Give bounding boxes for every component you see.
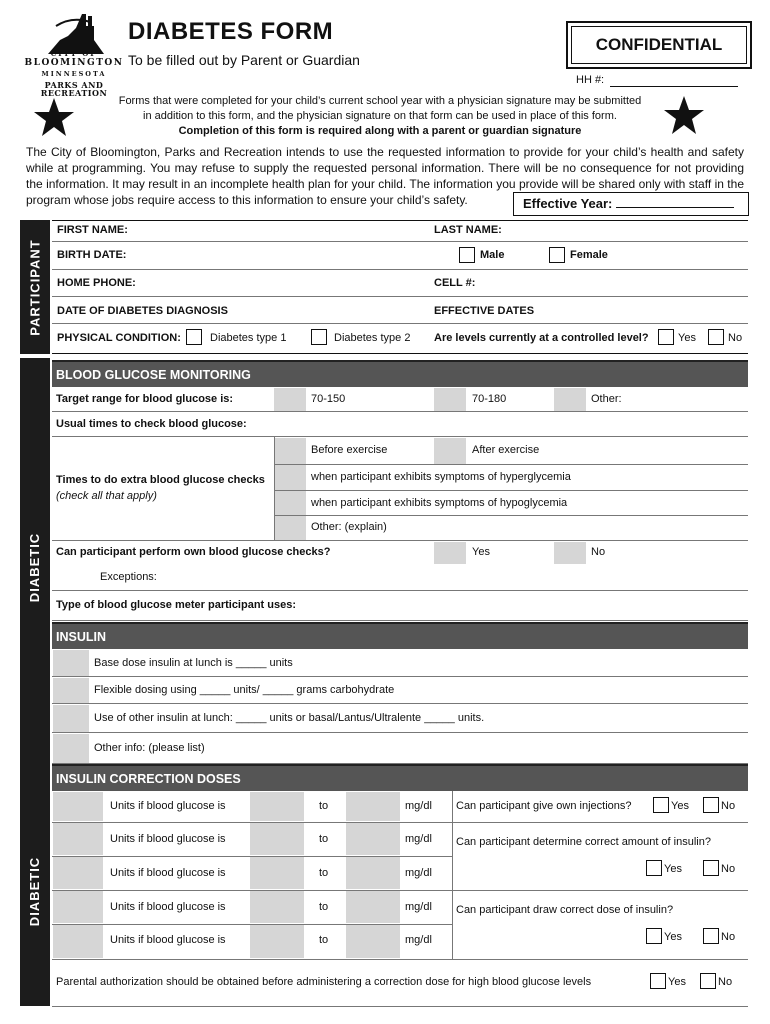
determine-no-checkbox[interactable]: [703, 860, 719, 876]
draw-yes-checkbox[interactable]: [646, 928, 662, 944]
confidential-box: CONFIDENTIAL: [566, 21, 752, 69]
divider: [52, 890, 748, 891]
hh-label: HH #:: [576, 74, 605, 86]
draw-yes-label: Yes: [664, 931, 682, 943]
other-explain-label: Other: (explain): [311, 521, 387, 533]
controlled-yes-checkbox[interactable]: [658, 329, 674, 345]
range2-label: 70-180: [472, 393, 507, 405]
diabetic-sidebar: [20, 358, 50, 776]
physical-condition-label: PHYSICAL CONDITION:: [57, 332, 181, 344]
first-name-row: [52, 220, 748, 242]
own-injections-no-label: No: [721, 800, 736, 812]
base-dose-label: Base dose insulin at lunch is _____ units: [94, 657, 293, 669]
range-other-label: Other:: [591, 393, 622, 405]
range1-label: 70-150: [311, 393, 346, 405]
first-name-label: FIRST NAME:: [57, 224, 128, 236]
female-checkbox[interactable]: [549, 247, 565, 263]
parental-yes-checkbox[interactable]: [650, 973, 666, 989]
correction-2-unit: mg/dl: [405, 833, 432, 845]
participant-sidebar: [20, 220, 50, 354]
flexible-label: Flexible dosing using _____ units/ _____ grams carbohydrate: [94, 684, 395, 696]
draw-no-checkbox[interactable]: [703, 928, 719, 944]
flexible-checkbox[interactable]: [53, 678, 89, 703]
correction-1-to-input[interactable]: [346, 792, 400, 821]
intro-line-3: Completion of this form is required along with a parent or guardian signature: [178, 125, 582, 137]
other-info-checkbox[interactable]: [53, 734, 89, 763]
parental-auth-label: Parental authorization should be obtained before administering a correction dose for high blood glucose levels: [56, 976, 592, 988]
target-range-label: Target range for blood glucose is:: [56, 393, 234, 405]
divider: [52, 1006, 748, 1007]
birth-date-label: BIRTH DATE:: [57, 249, 127, 261]
before-exercise-label: Before exercise: [311, 444, 388, 456]
own-checks-label: Can participant perform own blood glucose checks?: [56, 546, 331, 558]
hypo-checkbox[interactable]: [275, 491, 306, 515]
determine-yes-checkbox[interactable]: [646, 860, 662, 876]
divider: [274, 515, 748, 516]
correction-2-label: Units if blood glucose is: [110, 833, 226, 845]
logo-city-of: CITY OF: [50, 49, 98, 58]
correction-1-to: to: [319, 800, 329, 812]
divider: [452, 791, 453, 959]
correction-4-from-input[interactable]: [250, 891, 304, 923]
own-injections-label: Can participant give own injections?: [456, 800, 632, 812]
privacy-paragraph: The City of Bloomington, Parks and Recreation intends to use the requested information to provide for your child’s health and safety while at programming. You may refuse to supply the requested personal information. There will be no consequence for not providing the information. It may result in an incomplete health plan for your child. The information you provide will be shared only with staff in the program whose jobs require access to this information to ensure your child’s safety.: [26, 145, 744, 207]
correction-1-checkbox[interactable]: [53, 792, 103, 821]
correction-1-from-input[interactable]: [250, 792, 304, 821]
correction-5-unit: mg/dl: [405, 934, 432, 946]
correction-2-from-input[interactable]: [250, 823, 304, 855]
insulin-header: INSULIN: [52, 622, 748, 649]
correction-4-label: Units if blood glucose is: [110, 901, 226, 913]
after-exercise-checkbox[interactable]: [434, 438, 466, 464]
male-checkbox[interactable]: [459, 247, 475, 263]
correction-5-to-input[interactable]: [346, 925, 400, 958]
correction-1-unit: mg/dl: [405, 800, 432, 812]
own-checks-no-checkbox[interactable]: [554, 542, 586, 564]
determine-no-label: No: [721, 863, 736, 875]
female-label: Female: [570, 249, 608, 261]
effective-dates-label: EFFECTIVE DATES: [434, 305, 535, 317]
correction-2-checkbox[interactable]: [53, 823, 103, 855]
correction-3-to-input[interactable]: [346, 857, 400, 889]
correction-header: INSULIN CORRECTION DOSES: [52, 764, 748, 791]
effective-year-line: [616, 207, 734, 208]
before-exercise-checkbox[interactable]: [275, 438, 306, 464]
correction-3-to: to: [319, 867, 329, 879]
logo-dept: PARKS AND RECREATION: [40, 80, 108, 99]
own-injections-yes-label: Yes: [671, 800, 689, 812]
bgm-header: BLOOD GLUCOSE MONITORING: [52, 360, 748, 387]
type1-label: Diabetes type 1: [210, 332, 287, 344]
divider: [274, 464, 748, 465]
effective-year-label: Effective Year:: [523, 196, 613, 211]
check-all-note: (check all that apply): [56, 490, 157, 502]
divider: [452, 822, 748, 823]
correction-2-to: to: [319, 833, 329, 845]
usual-times-label: Usual times to check blood glucose:: [56, 418, 247, 430]
skyline-icon: [46, 10, 106, 54]
parental-yes-label: Yes: [668, 976, 686, 988]
meter-type-label: Type of blood glucose meter participant uses:: [56, 599, 297, 611]
draw-dose-label: Can participant draw correct dose of insulin?: [456, 904, 674, 916]
effective-year-box[interactable]: [513, 192, 749, 216]
type2-checkbox[interactable]: [311, 329, 327, 345]
intro-line-2: in addition to this form, and the physician signature on that form can be used in place of this form.: [143, 110, 617, 122]
logo-state: MINNESOTA: [41, 70, 107, 78]
range2-checkbox[interactable]: [434, 388, 466, 411]
range1-checkbox[interactable]: [274, 388, 306, 411]
last-name-label: LAST NAME:: [434, 224, 502, 236]
correction-5-to: to: [319, 934, 329, 946]
divider: [52, 959, 748, 960]
controlled-no-label: No: [728, 332, 743, 344]
other-insulin-label: Use of other insulin at lunch: _____ units or basal/Lantus/Ultralente _____ units.: [94, 712, 485, 724]
correction-4-to: to: [319, 901, 329, 913]
correction-3-checkbox[interactable]: [53, 857, 103, 889]
type1-checkbox[interactable]: [186, 329, 202, 345]
other-explain-checkbox[interactable]: [275, 516, 306, 540]
own-checks-yes-checkbox[interactable]: [434, 542, 466, 564]
correction-1-label: Units if blood glucose is: [110, 800, 226, 812]
birth-date-row: [52, 242, 748, 270]
hyper-label: when participant exhibits symptoms of hyperglycemia: [311, 471, 571, 483]
type2-label: Diabetes type 2: [334, 332, 411, 344]
parental-no-checkbox[interactable]: [700, 973, 716, 989]
own-checks-yes-label: Yes: [472, 546, 490, 558]
own-injections-yes-checkbox[interactable]: [653, 797, 669, 813]
phone-row: [52, 270, 748, 297]
logo-city-name: BLOOMINGTON: [24, 58, 124, 68]
form-title: DIABETES FORM: [128, 18, 334, 45]
controlled-no-checkbox[interactable]: [708, 329, 724, 345]
correction-4-checkbox[interactable]: [53, 891, 103, 923]
correction-sidebar: [20, 776, 50, 1006]
extra-checks-label: Times to do extra blood glucose checks: [56, 474, 265, 486]
hypo-label: when participant exhibits symptoms of hypoglycemia: [311, 497, 568, 509]
parental-no-label: No: [718, 976, 733, 988]
cell-label: CELL #:: [434, 277, 476, 289]
own-checks-no-label: No: [591, 546, 606, 558]
hh-input-line[interactable]: [610, 86, 738, 87]
star-icon: [32, 96, 76, 140]
after-exercise-label: After exercise: [472, 444, 540, 456]
correction-3-label: Units if blood glucose is: [110, 867, 226, 879]
correction-3-from-input[interactable]: [250, 857, 304, 889]
correction-sidebar-label: DIABETIC: [27, 856, 43, 926]
check-all-text: check all that apply: [59, 490, 154, 502]
intro-line-1: Forms that were completed for your child’s current school year with a physician signature may be submitted: [118, 95, 642, 107]
correction-5-checkbox[interactable]: [53, 925, 103, 958]
correction-2-to-input[interactable]: [346, 823, 400, 855]
correction-5-from-input[interactable]: [250, 925, 304, 958]
diagnosis-date-label: DATE OF DIABETES DIAGNOSIS: [57, 305, 228, 317]
determine-amount-label: Can participant determine correct amount of insulin?: [456, 836, 711, 848]
hyper-checkbox[interactable]: [275, 465, 306, 490]
form-subtitle: To be filled out by Parent or Guardian: [128, 52, 360, 68]
exceptions-label: Exceptions:: [100, 571, 157, 583]
home-phone-label: HOME PHONE:: [57, 277, 136, 289]
city-logo: [18, 10, 130, 99]
determine-yes-label: Yes: [664, 863, 682, 875]
divider: [274, 490, 748, 491]
participant-sidebar-label: PARTICIPANT: [27, 238, 43, 336]
extra-checks-row: [52, 437, 748, 541]
own-injections-no-checkbox[interactable]: [703, 797, 719, 813]
controlled-yes-label: Yes: [678, 332, 696, 344]
correction-4-unit: mg/dl: [405, 901, 432, 913]
controlled-label: Are levels currently at a controlled level?: [434, 332, 649, 344]
male-label: Male: [480, 249, 505, 261]
base-dose-checkbox[interactable]: [53, 650, 89, 676]
correction-3-unit: mg/dl: [405, 867, 432, 879]
range-other-checkbox[interactable]: [554, 388, 586, 411]
other-insulin-checkbox[interactable]: [53, 705, 89, 732]
correction-4-to-input[interactable]: [346, 891, 400, 923]
draw-no-label: No: [721, 931, 736, 943]
diabetic-sidebar-label: DIABETIC: [27, 532, 43, 602]
other-info-label: Other info: (please list): [94, 742, 205, 754]
intro-notice: [80, 94, 680, 139]
correction-5-label: Units if blood glucose is: [110, 934, 226, 946]
